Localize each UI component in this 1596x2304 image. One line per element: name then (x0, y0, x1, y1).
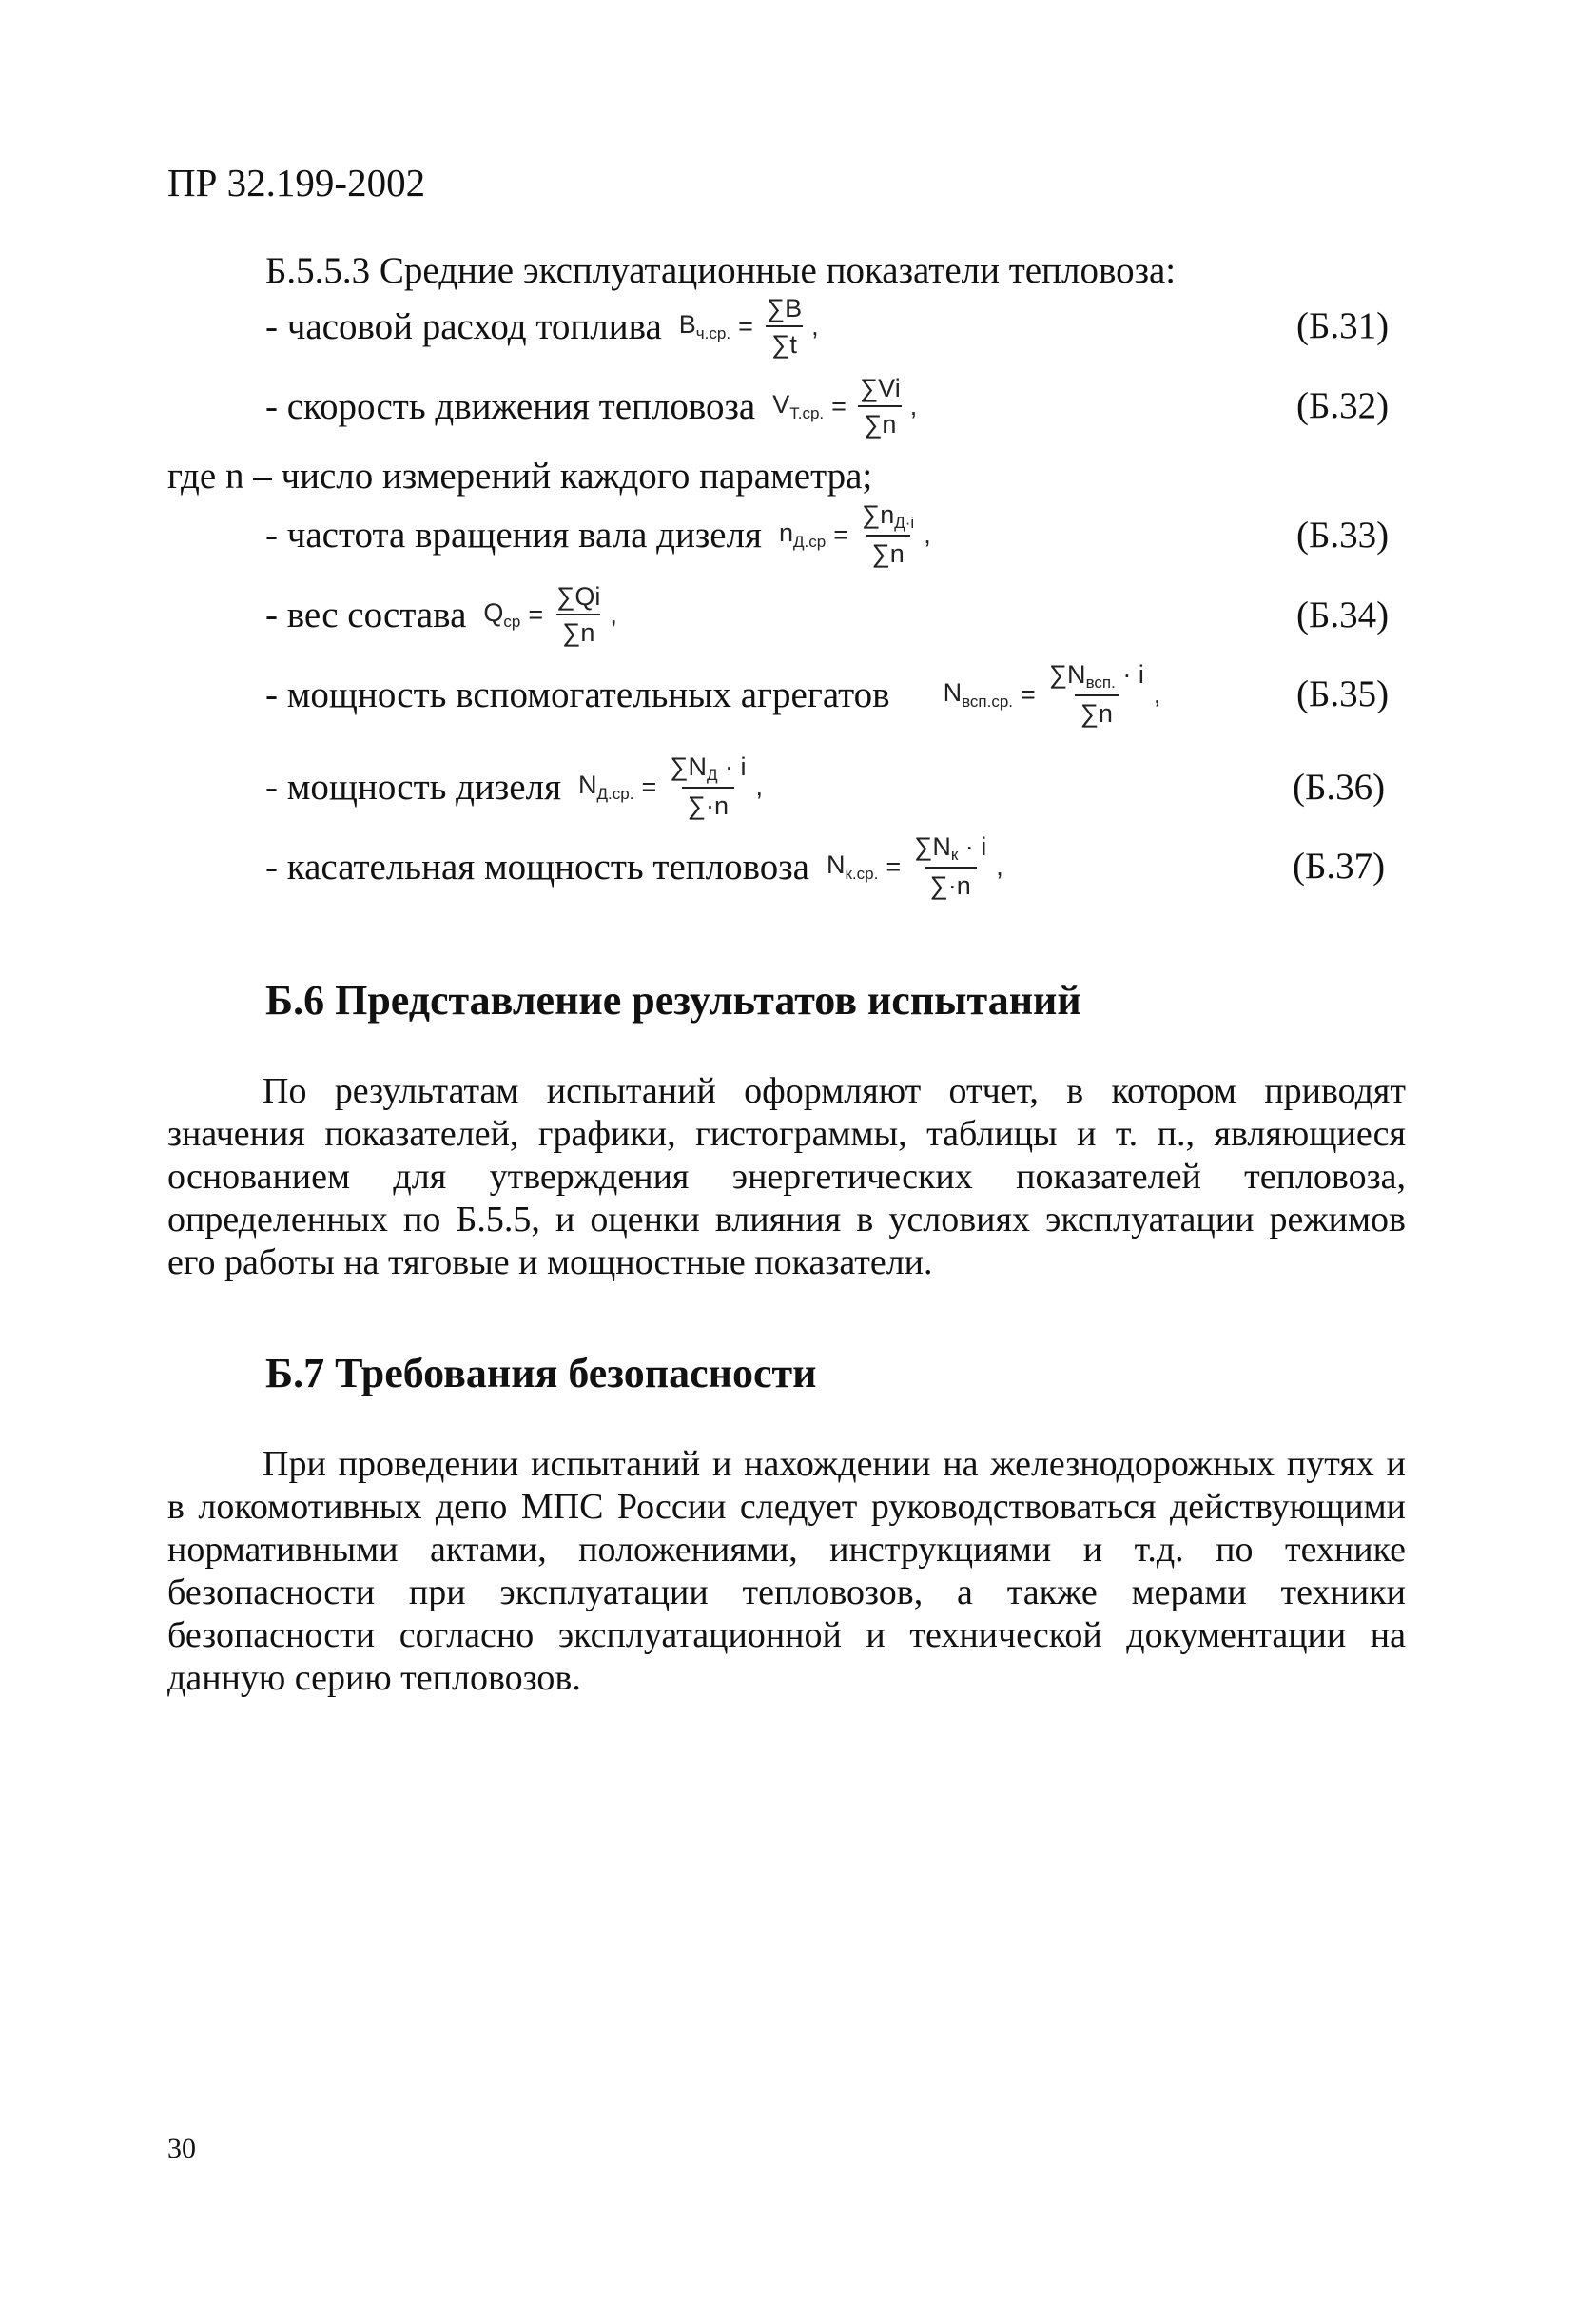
fraction-denominator: ∑·n (925, 867, 977, 901)
formula-expression: $N_{к.ср.}$ = $\frac{\sum N_к \cdot i}{\sum\cdot n}$ , (826, 832, 1003, 900)
equation-number-b34: (Б.34) (1296, 595, 1390, 635)
formula-label: - частота вращения вала дизеля (265, 514, 762, 556)
fraction-numerator: $\sum N_к \cdot i$ (914, 832, 987, 864)
fraction-numerator: ∑Vi (859, 373, 901, 402)
equation-number-b36: (Б.36) (1293, 767, 1386, 808)
formula-symbol: N (578, 770, 597, 799)
formula-symbol: V (772, 389, 790, 419)
where-note: где n – число измерений каждого параметра; (167, 456, 873, 497)
formula-expression: $Q_{ср}$ = $\frac{\sum Qi}{\sum n}$ , (483, 581, 617, 647)
formula-subscript: Д.ср. (596, 784, 634, 803)
formula-line-b33 (265, 501, 931, 568)
formula-expression: $n_{Д.ср}$ = $\frac{\sum n_{Д\cdot i}}{\sum n}$ , (778, 500, 931, 568)
equals-sign: = (831, 391, 847, 420)
formula-line-b32 (265, 373, 917, 439)
formula-line-b37 (265, 831, 1003, 902)
equals-sign: = (886, 851, 902, 881)
equation-number-b33: (Б.33) (1296, 515, 1390, 556)
formula-label: - касательная мощность тепловоза (265, 846, 809, 888)
formula-line-b35 (265, 659, 1160, 730)
equals-sign: = (528, 599, 544, 629)
fraction-numerator: $\sum N_Д \cdot i$ (670, 752, 747, 784)
fraction (856, 500, 920, 569)
fraction-numerator: $\sum N_{всп.} \cdot i$ (1048, 660, 1144, 692)
formula-label: - вес состава (265, 594, 467, 635)
fraction-denominator: ∑n (858, 405, 902, 439)
formula-symbol: n (778, 517, 793, 547)
fraction-denominator: ∑n (556, 614, 600, 648)
formula-subscript: всп.ср. (962, 692, 1014, 711)
fraction-numerator: ∑Qi (556, 581, 601, 611)
formula-label: - мощность вспомогательных агрегатов (265, 674, 890, 715)
formula-expression: $N_{Д.ср.}$ = $\frac{\sum N_Д \cdot i}{\sum\cdot n}$ , (578, 752, 763, 820)
fraction (664, 752, 751, 821)
formula-expression: $V_{Т.ср.}$ = $\frac{\sum Vi}{\sum n}$ , (772, 373, 918, 439)
equation-number-b32: (Б.32) (1296, 385, 1390, 426)
section-b6-heading: Б.6 Представление результатов испытаний (265, 977, 1081, 1024)
fraction (761, 294, 808, 360)
equation-number-b37: (Б.37) (1293, 846, 1386, 887)
document-code: ПР 32.199-2002 (167, 161, 426, 205)
formula-symbol: N (826, 849, 846, 879)
formula-label: - скорость движения тепловоза (265, 385, 756, 427)
section-b6-paragraph: По результатам испытаний оформляют отчет, в котором приводят значения показателей, графики, гистограммы, таблицы и т. п., являющиеся основанием для утверждения энергетических показателей тепловоза, определенных по Б.5.5, и оценки влияния в условиях эксплуатации режимов его работы на тяговые и мощностные показатели. (167, 1071, 1406, 1282)
fraction-denominator: ∑n (866, 535, 909, 569)
fraction (908, 832, 992, 901)
equation-number-b35: (Б.35) (1296, 674, 1390, 714)
formula-expression: $B_{ч.ср.}$ = $\frac{\sum B}{\sum t}$ , (678, 293, 819, 359)
equals-sign: = (738, 311, 753, 341)
equals-sign: = (641, 771, 657, 801)
fraction-numerator: ∑B (766, 293, 803, 322)
fraction (551, 582, 606, 648)
formula-line-b36 (265, 752, 763, 822)
formula-symbol: N (943, 677, 963, 707)
formula-subscript: ср (503, 612, 521, 631)
formula-subscript: к.ср. (845, 864, 879, 883)
formula-expression: $N_{всп.ср.}$ = $\frac{\sum N_{всп.} \cdot i}{\sum n}$ , (943, 660, 1161, 728)
fraction (1043, 660, 1150, 729)
formula-subscript: Д.ср (793, 532, 827, 551)
formula-symbol: B (678, 309, 696, 339)
fraction-denominator: ∑t (766, 325, 803, 360)
equation-number-b31: (Б.31) (1296, 305, 1390, 346)
section-b553-title: Б.5.5.3 Средние эксплуатационные показатели тепловоза: (265, 250, 1177, 291)
section-b7-paragraph: При проведении испытаний и нахождении на железнодорожных путях и в локомотивных депо МПС России следует руководствоваться действующими нормативными актами, положениями, инструкциями и т.д. по технике безопасности при эксплуатации тепловозов, а также мерами техники безопасности согласно эксплуатационной и технической документации на данную серию тепловозов. (167, 1444, 1406, 1698)
fraction (854, 374, 906, 439)
section-b7-heading: Б.7 Требования безопасности (265, 1350, 817, 1396)
fraction-denominator: ∑·n (682, 787, 734, 821)
fraction-denominator: ∑n (1075, 694, 1119, 729)
formula-label: - мощность дизеля (265, 766, 562, 808)
formula-line-b34 (265, 581, 617, 648)
formula-subscript: ч.ср. (695, 323, 731, 342)
formula-symbol: Q (483, 597, 504, 627)
formula-subscript: Т.ср. (789, 403, 825, 422)
formula-label: - часовой расход топлива (265, 305, 662, 347)
page-number: 30 (167, 2133, 196, 2164)
fraction-numerator: $\sum n_{Д\cdot i}$ (861, 500, 915, 532)
equals-sign: = (833, 519, 848, 549)
equals-sign: = (1021, 679, 1036, 709)
formula-line-b31 (265, 293, 819, 360)
